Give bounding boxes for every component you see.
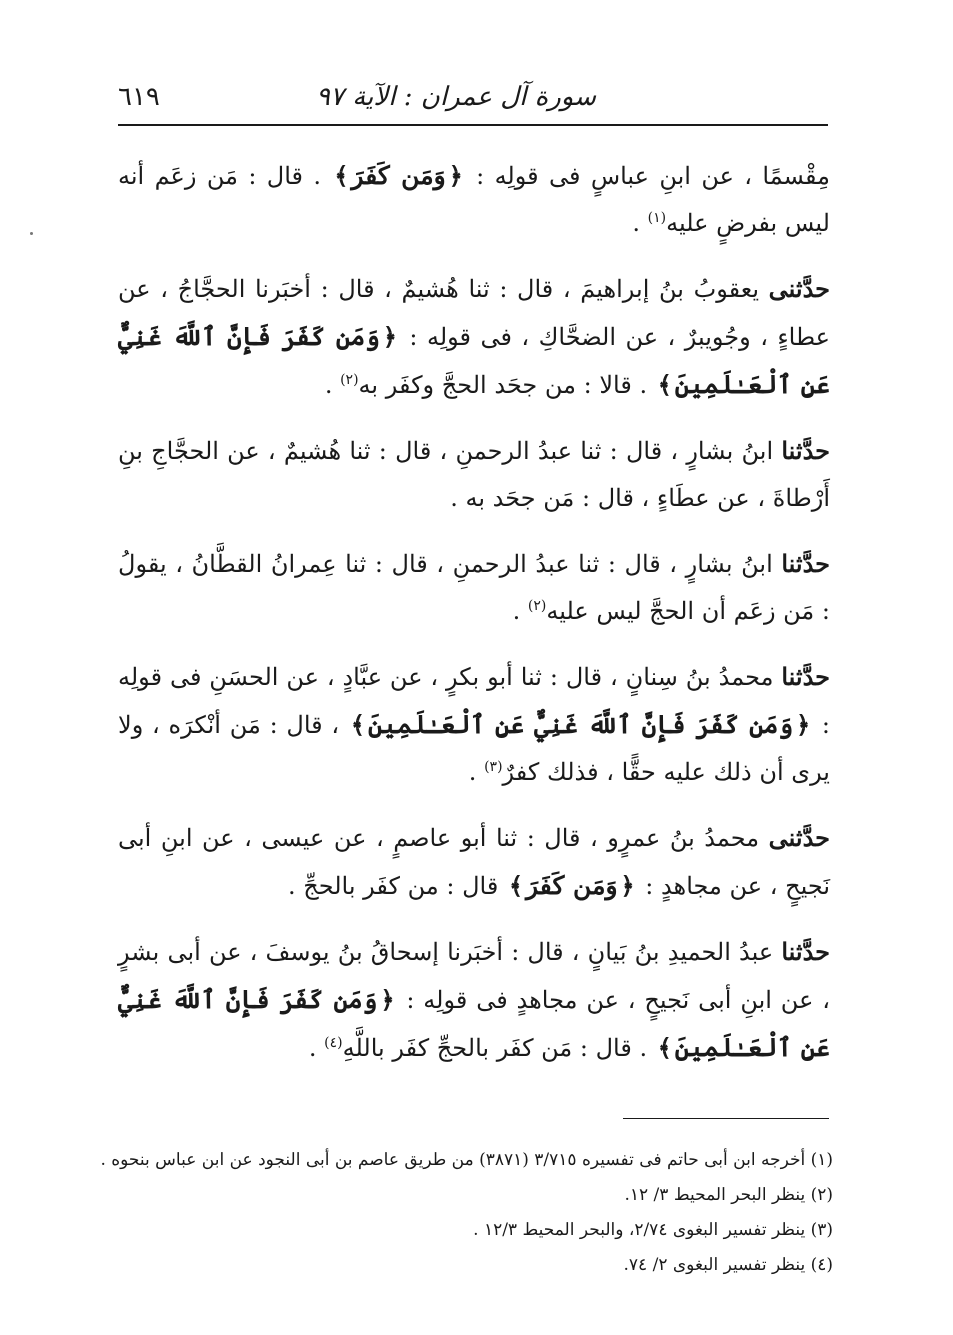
quran-quote: وَمَن كَفَرَ xyxy=(526,871,618,900)
footnote-separator xyxy=(623,1118,829,1119)
quran-quote: وَمَن كَفَرَ فَإِنَّ ٱللَّهَ غَنِيٌّ عَنِ ٱلْعَـٰلَمِينَ xyxy=(118,322,830,399)
paragraph-7 xyxy=(118,928,830,1072)
footnote-ref: (٣) xyxy=(484,759,503,775)
narration-keyword: حدَّثنا xyxy=(781,549,830,578)
narration-keyword: حدَّثنا xyxy=(781,436,830,465)
paragraph-5 xyxy=(118,653,830,796)
paragraph-end: . xyxy=(324,371,341,399)
quran-open-bracket: ﴿ xyxy=(620,871,635,900)
paragraph-text: . قالا : من جحَد الحجَّ وكفَر به xyxy=(358,371,655,399)
footnote-3: (٣) ينظر تفسير البغوى ٢/٧٤، والبحر المحيط ١٢/٣ . xyxy=(473,1220,833,1240)
footnote-2: (٢) ينظر البحر المحيط ٣/ ١٢. xyxy=(624,1185,833,1205)
running-title: سورة آل عمران : الآية ٩٧ xyxy=(316,82,596,112)
narration-keyword: حدَّثنا xyxy=(781,662,831,691)
paragraph-text: محمدُ بنُ عمرٍو ، قال : ثنا أبو عاصمٍ ، عن عيسى ، عن ابنِ أبى نَجيحٍ ، عن مجاهدٍ : xyxy=(118,824,830,900)
paragraph-end: . xyxy=(468,758,485,786)
quran-quote: وَمَن كَفَرَ فَإِنَّ ٱللَّهَ غَنِيٌّ عَنِ ٱلْعَـٰلَمِينَ xyxy=(118,985,830,1062)
paragraph-end: . xyxy=(632,209,648,237)
paragraph-end: . xyxy=(512,597,528,625)
paragraph-1 xyxy=(118,152,830,247)
paragraph-3 xyxy=(118,427,830,522)
footnote-ref: (٢) xyxy=(527,598,547,614)
paragraph-text: . قال : مَن زعَم أنه ليس بفرضٍ عليه xyxy=(118,162,830,237)
paragraph-text: ابنُ بشارٍ ، قال : ثنا عبدُ الرحمنِ ، قال : ثنا هُشيمٌ ، عن الحجَّاجِ بنِ أَرْطاةَ ، عن عطَاءٍ ، قال : مَن جحَد به . xyxy=(118,437,830,512)
paragraph-text: ، قال : مَن أنْكرَه ، ولا يرى أن ذلك عليه حقًّا ، فذلك كفرٌ xyxy=(118,711,830,786)
paragraph-text: عبدُ الحميدِ بنُ بَيانٍ ، قال : أخبَرنا إسحاقُ بنُ يوسفَ ، عن أبى بشرٍ ، عن ابنِ أبى نَجيحٍ ، عن مجاهدٍ فى قولِه : xyxy=(118,938,830,1014)
footnote-4: (٤) ينظر تفسير البغوى ٢/ ٧٤. xyxy=(623,1255,833,1275)
footnote-1: (١) أخرجه ابن أبى حاتم فى تفسيره ٣/٧١٥ (٣٨٧١) من طريق عاصم بن أبى النجود عن ابن عباس بنحوه . xyxy=(100,1150,833,1170)
footnotes xyxy=(100,1148,833,1288)
quran-open-bracket: ﴿ xyxy=(380,985,395,1014)
paragraph-4 xyxy=(118,540,830,635)
header-rule xyxy=(118,124,828,126)
paragraph-text: محمدُ بنُ سِنانٍ ، قال : ثنا أبو بكرٍ ، عن عبَّادٍ ، عن الحسَنِ فى قولِه : xyxy=(118,663,830,739)
paragraph-end: . xyxy=(308,1034,325,1062)
paragraph-text: قال : من كفَر بالحجِّ . xyxy=(288,872,506,900)
footnote-ref: (١) xyxy=(647,210,667,226)
quran-close-bracket: ﴾ xyxy=(508,871,523,900)
narration-keyword: حدَّثنى xyxy=(768,823,830,852)
scan-speck xyxy=(30,232,33,235)
main-text xyxy=(118,152,830,1090)
paragraph-2 xyxy=(118,265,830,409)
narration-keyword: حدَّثنى xyxy=(768,274,830,303)
quran-close-bracket: ﴾ xyxy=(350,710,365,739)
paragraph-6 xyxy=(118,814,830,910)
paragraph-text: يعقوبُ بنُ إبراهيمَ ، قال : ثنا هُشيمٌ ، قال : أخبَرنا الحجَّاجُ ، عن عطاءٍ ، وجُويبرٌ ، عن الضحَّاكِ ، فى قولِه : xyxy=(118,275,831,351)
quran-quote: وَمَن كَفَرَ فَإِنَّ ٱللَّهَ غَنِيٌّ عَنِ ٱلْعَـٰلَمِينَ xyxy=(367,710,794,739)
quran-quote: وَمَن كَفَرَ xyxy=(351,161,446,190)
quran-close-bracket: ﴾ xyxy=(657,1033,672,1062)
quran-close-bracket: ﴾ xyxy=(657,370,672,399)
paragraph-text: ابنُ بشارٍ ، قال : ثنا عبدُ الرحمنِ ، قال : ثنا عِمرانُ القطَّانُ ، يقولُ : مَن زعَم أن الحجَّ ليس عليه xyxy=(118,550,830,625)
footnote-ref: (٤) xyxy=(324,1035,343,1051)
page-header xyxy=(118,78,828,120)
page-number: ٦١٩ xyxy=(118,82,160,112)
paragraph-text: . قال : مَن كفَر بالحجِّ كفَر باللَّهِ xyxy=(342,1034,655,1062)
quran-open-bracket: ﴿ xyxy=(382,322,397,351)
footnote-ref: (٢) xyxy=(340,372,359,388)
quran-close-bracket: ﴾ xyxy=(334,161,349,190)
quran-open-bracket: ﴿ xyxy=(796,710,811,739)
paragraph-text: مِقْسمًا ، عن ابنِ عباسٍ فى قولِه : xyxy=(465,162,830,190)
narration-keyword: حدَّثنا xyxy=(781,937,830,966)
quran-open-bracket: ﴿ xyxy=(448,161,463,190)
